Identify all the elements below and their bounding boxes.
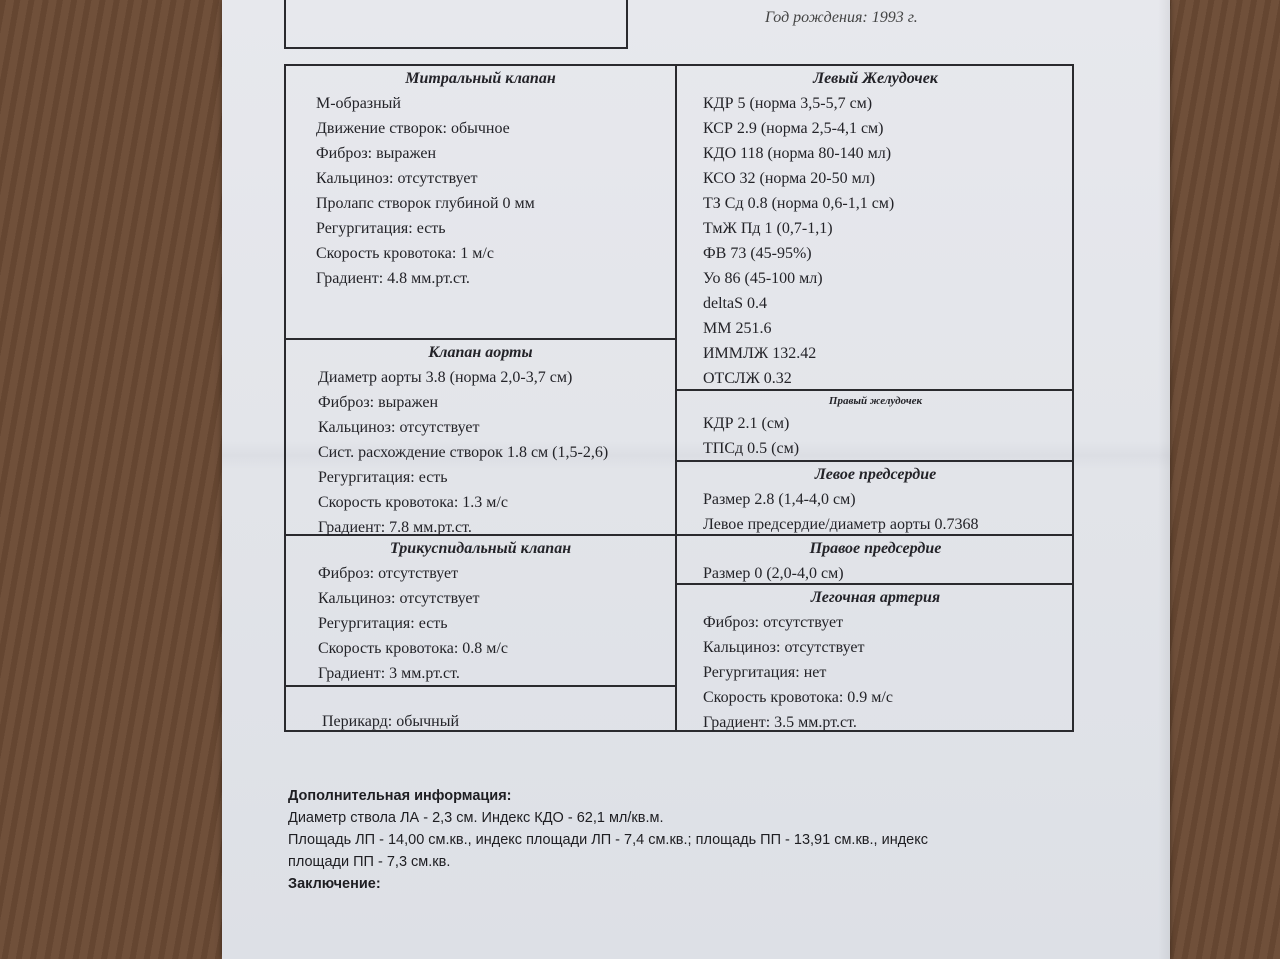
finding-row: Фиброз: выражен <box>316 145 437 162</box>
finding-row: Скорость кровотока: 1.3 м/с <box>318 494 508 511</box>
finding-row: Сист. расхождение створок 1.8 см (1,5-2,6) <box>318 444 609 461</box>
finding-row: Размер 2.8 (1,4-4,0 см) <box>703 491 856 508</box>
additional-info <box>288 785 928 895</box>
finding-row: Градиент: 7.8 мм.рт.ст. <box>318 519 472 536</box>
report-paper <box>222 0 1170 959</box>
finding-row: ТмЖ Пд 1 (0,7-1,1) <box>703 220 833 237</box>
section-left-ventricle <box>677 66 1074 391</box>
additional-info-heading: Дополнительная информация: <box>288 788 512 804</box>
finding-row: Перикард: обычный <box>322 713 460 730</box>
finding-row: Пролапс створок глубиной 0 мм <box>316 195 535 212</box>
additional-info-line: Площадь ЛП - 14,00 см.кв., индекс площади ЛП - 7,4 см.кв.; площадь ПП - 13,91 см.кв., индекс <box>288 832 928 848</box>
section-title: Левый Желудочек <box>813 70 938 87</box>
finding-row: Фиброз: отсутствует <box>703 614 844 631</box>
finding-row: Регургитация: есть <box>316 220 446 237</box>
findings-table <box>284 64 1074 732</box>
section-title: Митральный клапан <box>405 70 556 87</box>
finding-row: КДР 2.1 (см) <box>703 415 790 432</box>
section-right-ventricle <box>677 391 1074 461</box>
finding-row: Кальциноз: отсутствует <box>318 590 480 607</box>
section-right-atrium <box>677 536 1074 586</box>
paper-edge-shadow <box>1158 0 1170 959</box>
finding-row: КДО 118 (норма 80-140 мл) <box>703 145 892 162</box>
section-mitral-valve <box>286 66 675 291</box>
finding-row: Левое предсердие/диаметр аорты 0.7368 <box>703 516 979 533</box>
finding-row: ИММЛЖ 132.42 <box>703 345 817 362</box>
section-title: Левое предсердие <box>814 466 937 483</box>
additional-info-line: площади ПП - 7,3 см.кв. <box>288 854 451 870</box>
finding-row: Градиент: 3.5 мм.рт.ст. <box>703 714 857 731</box>
finding-row: ТПСд 0.5 (см) <box>703 440 800 457</box>
finding-row: ТЗ Сд 0.8 (норма 0,6-1,1 см) <box>703 195 895 212</box>
finding-row: Диаметр аорты 3.8 (норма 2,0-3,7 см) <box>318 369 573 386</box>
section-title: Легочная артерия <box>810 589 941 606</box>
section-pulmonary-artery <box>677 585 1074 735</box>
finding-row: Скорость кровотока: 0.8 м/с <box>318 640 508 657</box>
finding-row: Уо 86 (45-100 мл) <box>703 270 823 287</box>
birth-year: Год рождения: 1993 г. <box>765 9 918 26</box>
section-pericardium <box>286 709 675 734</box>
finding-row: Регургитация: есть <box>318 469 448 486</box>
finding-row: Регургитация: нет <box>703 664 827 681</box>
finding-row: Фиброз: выражен <box>318 394 439 411</box>
finding-row: КСР 2.9 (норма 2,5-4,1 см) <box>703 120 884 137</box>
finding-row: Кальциноз: отсутствует <box>703 639 865 656</box>
finding-row: Скорость кровотока: 0.9 м/с <box>703 689 893 706</box>
finding-row: deltaS 0.4 <box>703 295 767 312</box>
conclusion-heading: Заключение: <box>288 876 381 892</box>
finding-row: Фиброз: отсутствует <box>318 565 459 582</box>
finding-row: ФВ 73 (45-95%) <box>703 245 812 262</box>
finding-row: Градиент: 3 мм.рт.ст. <box>318 665 460 682</box>
finding-row: Кальциноз: отсутствует <box>316 170 478 187</box>
section-title: Правый желудочек <box>828 395 923 407</box>
finding-row: КДР 5 (норма 3,5-5,7 см) <box>703 95 873 112</box>
section-aortic-valve <box>286 340 675 540</box>
finding-row: КСО 32 (норма 20-50 мл) <box>703 170 876 187</box>
finding-row: ММ 251.6 <box>703 320 772 337</box>
finding-row: ОТСЛЖ 0.32 <box>703 370 792 387</box>
section-title: Трикуспидальный клапан <box>389 540 572 557</box>
finding-row: М-образный <box>316 95 401 112</box>
finding-row: Движение створок: обычное <box>316 120 510 137</box>
section-tricuspid-valve <box>286 536 675 686</box>
additional-info-line: Диаметр ствола ЛА - 2,3 см. Индекс КДО - 62,1 мл/кв.м. <box>288 810 664 826</box>
section-title: Правое предсердие <box>809 540 942 557</box>
finding-row: Кальциноз: отсутствует <box>318 419 480 436</box>
finding-row: Размер 0 (2,0-4,0 см) <box>703 565 844 582</box>
finding-row: Градиент: 4.8 мм.рт.ст. <box>316 270 470 287</box>
section-left-atrium <box>677 462 1074 537</box>
patient-name-box <box>284 0 628 49</box>
section-title: Клапан аорты <box>428 344 533 361</box>
finding-row: Скорость кровотока: 1 м/с <box>316 245 494 262</box>
finding-row: Регургитация: есть <box>318 615 448 632</box>
